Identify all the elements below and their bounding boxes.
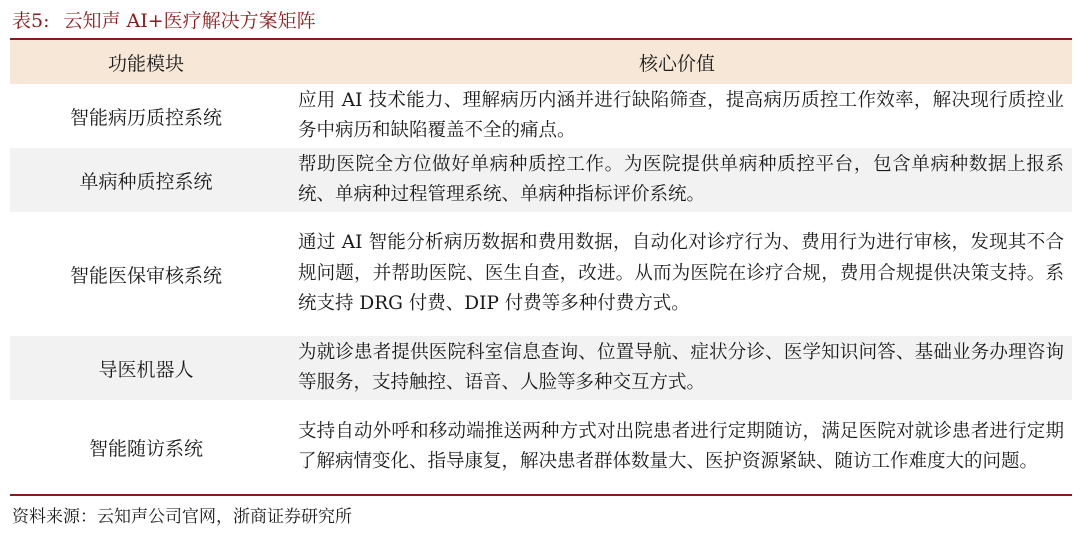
solution-table [10,38,1072,496]
row-module: 智能随访系统 [88,437,203,460]
row-value: 通过 AI 智能分析病历数据和费用数据，自动化对诊疗行为、费用行为进行审核，发现其不合规问题，并帮助医院、医生自查，改进。从而为医院在诊疗合规，费用合规提供决策支持。系统支持 DRG 付费、DIP 付费等多种付费方式。 [298,232,1064,315]
header-module: 功能模块 [10,40,282,84]
row-module: 智能医保审核系统 [69,264,222,287]
row-value: 为就诊患者提供医院科室信息查询、位置导航、症状分诊、医学知识问答、基础业务办理咨询等服务，支持触控、语音、人脸等多种交互方式。 [282,336,1072,400]
table-row [10,336,1072,400]
table-header-row [10,40,1072,84]
table-row [10,212,1072,336]
row-module: 导医机器人 [10,336,282,400]
row-value: 支持自动外呼和移动端推送两种方式对出院患者进行定期随访，满足医院对就诊患者进行定期了解病情变化、指导康复，解决患者群体数量大、医护资源紧缺、随访工作难度大的问题。 [298,420,1064,472]
row-value: 帮助医院全方位做好单病种质控工作。为医院提供单病种质控平台，包含单病种数据上报系统、单病种过程管理系统、单病种指标评价系统。 [282,148,1072,212]
source-note: 资料来源：云知声公司官网，浙商证券研究所 [12,507,352,527]
table-title-text: 云知声 AI+医疗解决方案矩阵 [63,10,316,32]
row-module: 单病种质控系统 [10,148,282,212]
table-row [10,400,1072,494]
table-number: 表5: [12,10,50,32]
table-row [10,148,1072,212]
row-value: 应用 AI 技术能力、理解病历内涵并进行缺陷筛查，提高病历质控工作效率，解决现行质控业务中病历和缺陷覆盖不全的痛点。 [298,89,1064,141]
row-module: 智能病历质控系统 [69,106,222,129]
table-row [10,84,1072,148]
header-value: 核心价值 [282,40,1072,84]
table-title [12,6,316,33]
